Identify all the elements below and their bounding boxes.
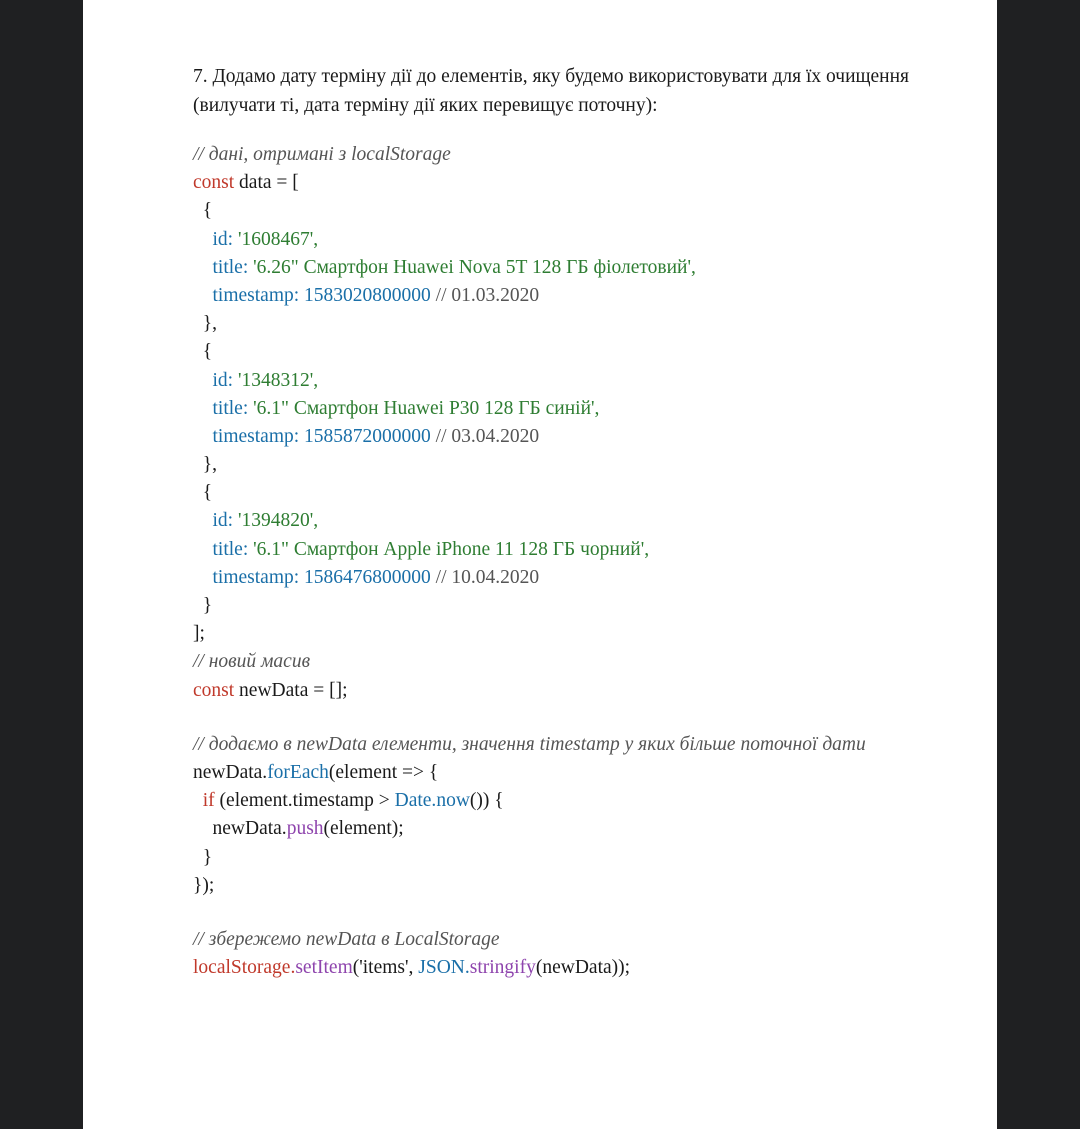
code-line [193, 759, 913, 787]
code-gap [193, 705, 913, 731]
code-line [193, 592, 913, 620]
code-line [193, 226, 913, 254]
code-comment: // новий масив [193, 651, 311, 673]
code-line [193, 254, 913, 282]
code-text: ('items', [352, 957, 419, 979]
code-text: (element); [323, 818, 404, 840]
code-gap [193, 900, 913, 926]
code-line [193, 620, 913, 648]
code-line [193, 197, 913, 225]
code-text: } [202, 595, 213, 616]
code-line [193, 479, 913, 507]
code-string: '1608467', [237, 228, 319, 250]
code-text: data = [ [234, 172, 299, 194]
code-text: }, [202, 454, 217, 476]
code-line [193, 451, 913, 479]
code-string: '1348312', [237, 369, 319, 391]
code-text: { [202, 482, 213, 504]
document-content [193, 62, 913, 982]
code-comment: // 03.04.2020 [430, 425, 540, 447]
code-line [193, 169, 913, 197]
code-text: (element => { [328, 761, 439, 783]
code-property: timestamp: [212, 425, 305, 447]
code-string: '6.26" Смартфон Huawei Nova 5T 128 ГБ фіолетовий', [253, 256, 696, 278]
code-property: id: [212, 369, 238, 391]
code-function: stringify [469, 957, 536, 979]
code-function: setItem [295, 957, 353, 979]
document-page [83, 0, 997, 1129]
code-string: '1394820', [237, 510, 319, 532]
code-line [193, 954, 913, 982]
code-keyword: const [193, 679, 235, 701]
code-number: 1586476800000 [304, 566, 431, 588]
code-function: forEach [267, 761, 329, 783]
code-number: 1583020800000 [304, 284, 431, 306]
code-property: title: [212, 397, 254, 419]
code-line [193, 872, 913, 900]
code-object: JSON. [418, 957, 470, 979]
code-text: newData = []; [234, 679, 348, 701]
code-function: now [436, 790, 470, 812]
code-line [193, 787, 913, 815]
code-object: Date. [394, 790, 437, 812]
code-comment: // 01.03.2020 [430, 284, 540, 306]
code-line [193, 677, 913, 705]
code-text: { [202, 341, 213, 363]
code-text: }); [193, 874, 215, 896]
code-line [193, 395, 913, 423]
code-property: id: [212, 510, 238, 532]
code-property: id: [212, 228, 238, 250]
code-string: '6.1" Смартфон Apple iPhone 11 128 ГБ чорний', [253, 538, 650, 560]
code-line [193, 423, 913, 451]
code-function: push [286, 818, 324, 840]
code-text: } [202, 846, 213, 868]
code-text: newData. [193, 761, 268, 783]
code-keyword: const [193, 172, 235, 194]
code-text: (newData)); [535, 957, 631, 979]
code-comment: // 10.04.2020 [430, 566, 540, 588]
code-number: 1585872000000 [304, 425, 431, 447]
code-line [193, 815, 913, 843]
code-property: title: [212, 256, 254, 278]
code-comment: // збережемо newData в LocalStorage [193, 928, 500, 950]
intro-paragraph: 7. Додамо дату терміну дії до елементів, яку будемо використовувати для їх очищення (вилучати ті, дата терміну дії яких перевищує поточну): [193, 66, 910, 116]
code-line [193, 844, 913, 872]
code-text: { [202, 200, 213, 222]
code-text: newData. [212, 818, 287, 840]
code-line [193, 367, 913, 395]
code-text: }, [202, 313, 217, 335]
code-property: timestamp: [212, 284, 305, 306]
code-text: ()) { [469, 790, 504, 812]
code-block [193, 141, 913, 982]
code-comment: // дані, отримані з localStorage [193, 144, 451, 165]
code-line [193, 564, 913, 592]
code-comment: // додаємо в newData елементи, значення timestamp у яких більше поточної дати [193, 733, 866, 755]
code-line [193, 507, 913, 535]
code-line [193, 310, 913, 338]
code-object: localStorage. [193, 957, 296, 979]
code-line [193, 536, 913, 564]
code-keyword: if [202, 790, 215, 812]
code-string: '6.1" Смартфон Huawei P30 128 ГБ синій', [253, 397, 600, 419]
code-line [193, 338, 913, 366]
code-text: ]; [193, 623, 205, 645]
code-line [193, 282, 913, 310]
code-text: (element.timestamp > [214, 790, 395, 812]
code-property: timestamp: [212, 566, 305, 588]
code-property: title: [212, 538, 254, 560]
